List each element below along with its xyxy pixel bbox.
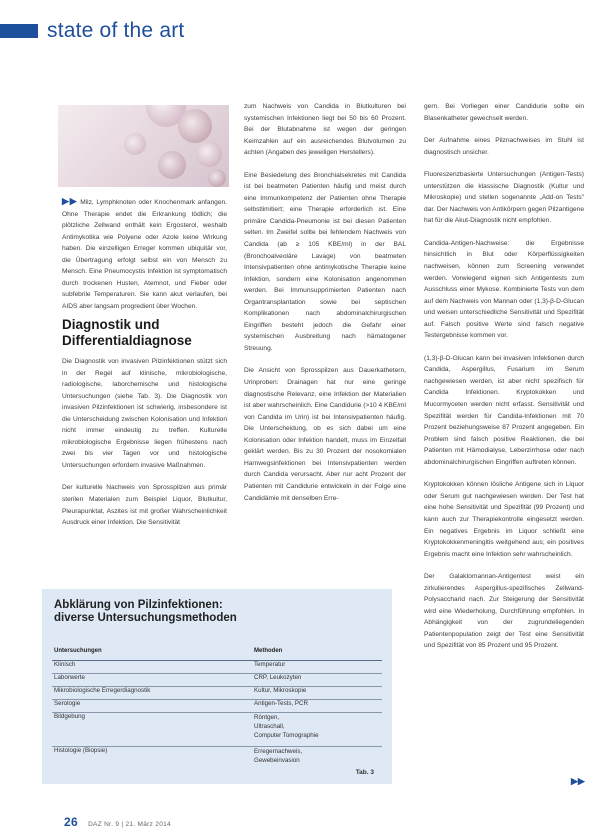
text-column-1-lower	[62, 356, 227, 540]
column-header: Untersuchungen	[54, 648, 102, 654]
paragraph: Kryptokokken können lösliche Antigene sich in Liquor oder Serum gut nachgewiesen werden. Der Test hat eine hohe Sensitivität und Spezifität (99 Prozent) und kann auch zur Therapiekontrolle eingesetzt werden. Ein negatives Ergebnis im Liquor schließt eine Kryptokokkenmeningitis weitgehend aus; ein positives Ergebnis macht eine Infektion sehr wahrscheinlich.	[424, 481, 584, 558]
page-footer	[64, 815, 171, 829]
table-row	[52, 747, 382, 769]
paragraph: (1,3)-β-D-Glucan kann bei invasiven Infektionen durch Candida, Aspergillus, Fusarium im Serum nachgewiesen werden, ist aber nicht spezifisch für Candida Infektionen. Kryptokokken und Mucormyceten werden nicht erfasst. Sensitivität und Spezifität werden für Candida-Infektionen mit 70 Prozent beziehungsweise 87 Prozent angegeben. Ein Problem sind falsch positive Reaktionen, die bei Patienten mit Hämodialyse, Leberzirrhose oder nach abdominalchirurgischen Eingriffen auftreten können.	[424, 354, 584, 466]
paragraph: Candida-Antigen-Nachweise: die Ergebnisse hinsichtlich in Blut oder Körperflüssigkeiten nachweisen, können zum Screening verwendet werden. Vorwiegend eignen sich Antigentests zum Ausschluss einer Mykose. Kombinierte Tests von dem auf dem Nachweis von Mannan oder (1,3)-β-D-Glucan und weisen unterschiedliche Sensitivität und Spezifität auf. Falsch positive Werte sind falsch negative Testergebnisse kommen vor.	[424, 239, 584, 340]
table-header	[52, 648, 382, 661]
info-box-table	[42, 589, 392, 784]
section-color-bar	[0, 24, 38, 38]
table-cell: Histologie (Biopsie)	[54, 747, 108, 754]
table-cell: Laborwerte	[54, 674, 85, 681]
table-cell: Erregernachweis, Gewebeinvasion	[254, 748, 303, 764]
table-row	[52, 674, 382, 687]
table-cell: Mikrobiologische Erregerdiagnostik	[54, 687, 151, 694]
text-column-2	[244, 101, 406, 515]
paragraph: Eine Besiedelung des Bronchialsekretes mit Candida ist bei beatmeten Patienten häufig und meist durch eine Immunkompetenz der Patienten ohne Therapie selbstlimitiert; eine Therapie erforderlich ist. Eine primäre Candida-Pneumonie ist bei diesen Patienten selten. Im Zweifel sollte bei fehlendem Nachweis von Candida (ab ≥ 105 KBE/ml) in der BAL (Bronchoalveoläre Lavage) von beatmeten Intensivpatienten ohne antimykotische Therapie keine Infektion, sondern eine Kolonisation angenommen werden. Bei Immunsupprimierten Patienten nach Organtransplantation sowie bei septischen Komplikationen nach abdominalchirurgischen Eingriffen besteht jedoch die Gefahr einer systemischen Ausbreitung nach hämatogener Streuung.	[244, 171, 406, 352]
text-column-3	[424, 101, 584, 663]
box-title-line-1: Abklärung von Pilzinfektionen:	[54, 599, 223, 611]
page-number: 26	[64, 815, 78, 829]
paragraph: gern. Bei Vorliegen einer Candidurie sollte ein Blasenkatheter gewechselt werden.	[424, 103, 584, 122]
table-label: Tab. 3	[355, 769, 374, 776]
paragraph: Der Aufnahme eines Pilznachweises im Stuhl ist diagnostisch unsicher.	[424, 137, 584, 156]
section-title: state of the art	[47, 19, 185, 42]
table-cell: Klinisch	[54, 661, 76, 668]
box-title	[54, 599, 237, 625]
table-row	[52, 687, 382, 700]
footer-text: DAZ Nr. 9 | 21. März 2014	[88, 821, 171, 828]
text-column-1	[62, 196, 227, 323]
continuation-arrow-icon: ▶▶	[62, 196, 78, 206]
paragraph: Der kulturelle Nachweis von Sprosspilzen aus primär sterilen Materialen zum Beispiel Liquor, Blutkultur, Pleurapunktat, Aszites ist mit großer Wahrscheinlichkeit Ausdruck einer Infektion. Die Sensitivität	[62, 484, 227, 527]
table-cell: Temperatur	[254, 661, 286, 668]
paragraph: Fluoreszenzbasierte Untersuchungen (Antigen-Tests) unterstützen die klassische Diagnostik (Kultur und Mikroskopie) und stellen sogenannte „Add-on Tests" dar. Der Nachweis von Antikörpern gegen Pilzantigene hat für die Akut-Diagnostik nicht empfohlen.	[424, 171, 584, 225]
table-cell: Bildgebung	[54, 713, 85, 720]
continue-arrow-icon: ▶▶	[571, 776, 585, 786]
paragraph: Die Diagnostik von invasiven Pilzinfektionen stützt sich in der Regel auf klinische, mikrobiologische, radiologische, laborchemische und histologische Untersuchungen (siehe Tab. 3). Die Diagnostik von invasiven Pilzinfektionen ist schwierig, insbesondere ist die Unterscheidung zwischen Kolonisation und Infektion nicht immer eindeutig zu treffen. Kulturelle mikrobiologische Ergebnisse liegen frühestens nach zwei bis vier Tagen vor und histologische Untersuchungen erfordern invasive Maßnahmen.	[62, 358, 227, 469]
subheading-diagnostik: Diagnostik und Differentialdiagnose	[62, 317, 192, 348]
methods-table	[52, 648, 382, 769]
column-header: Methoden	[254, 648, 283, 654]
table-cell: CRP, Leukozyten	[254, 674, 302, 681]
box-title-line-2: diverse Untersuchungsmethoden	[54, 612, 237, 624]
microscopy-photo	[58, 105, 229, 187]
paragraph: Der Galaktomannan-Antigentest weist ein zirkulierendes Aspergillus-spezifisches Zellwand-Polysaccharid nach. Zur Steigerung der Sensitivität wird eine Wiederholung, Durchführung empfohlen. In Abhängigkeit von der zugrundeliegenden Patientenpopulation zeigt der Test eine Sensitivität und Spezifität von 85 Prozent und 95 Prozent.	[424, 573, 584, 650]
table-row	[52, 700, 382, 713]
paragraph: zum Nachweis von Candida in Blutkulturen bei systemischen Infektionen liegt bei 50 bis 60 Prozent. Bei der Blutabnahme ist wegen der geringen Keimzahlen auf ein ausreichendes Blutvolumen zu achten (Angaben des jeweiligen Herstellers).	[244, 103, 406, 157]
table-cell: Serologie	[54, 700, 81, 707]
paragraph: Milz, Lymphknoten oder Knochenmark anfangen. Ohne Therapie endet die Erkrankung tödlich; die plötzliche Zellwand enthält kein Ergosterol, weshalb Antimykotika wie Polyene oder Azole keine Wirkung haben. Die einzelligen Erreger kommen ubiquitär vor, die Übertragung erfolgt selbst ein von Mensch zu Mensch. Eine Pneumocystis Infektion ist symptomatisch durch trockenen Husten, Atemnot, und Fieber oder subfebrile Temperaturen. Sie kann akut verlaufen, bei AIDS aber langsam progredient über Wochen.	[62, 199, 227, 310]
table-row	[52, 713, 382, 747]
table-row	[52, 661, 382, 674]
table-cell: Kultur, Mikroskopie	[254, 687, 307, 694]
paragraph: Die Ansicht von Sprosspilzen aus Dauerkathetern, Urinproben: Drainagen hat nur eine geringe diagnostische Relevanz, eine Infektion der Materialien ist aber wahrscheinlich. Eine Candidurie (>10 4 KBE/ml von Candida im Urin) ist bei Intensivpatienten häufig. Die Unterscheidung, ob es sich dabei um eine Kolonisation oder Infektion handelt, muss im Einzelfall geklärt werden. Bis zu 30 Prozent der nosokomialen Harnwegsinfektionen bei Intensivpatienten werden durch Candida verursacht. Aber nur acht Prozent der Patienten mit Candidurie entwickeln in der Folge eine Candidämie mit denselben Erre-	[244, 367, 406, 502]
table-cell: Röntgen, Ultraschall, Computer Tomographie	[254, 714, 319, 739]
table-cell: Antigen-Tests, PCR	[254, 700, 308, 707]
